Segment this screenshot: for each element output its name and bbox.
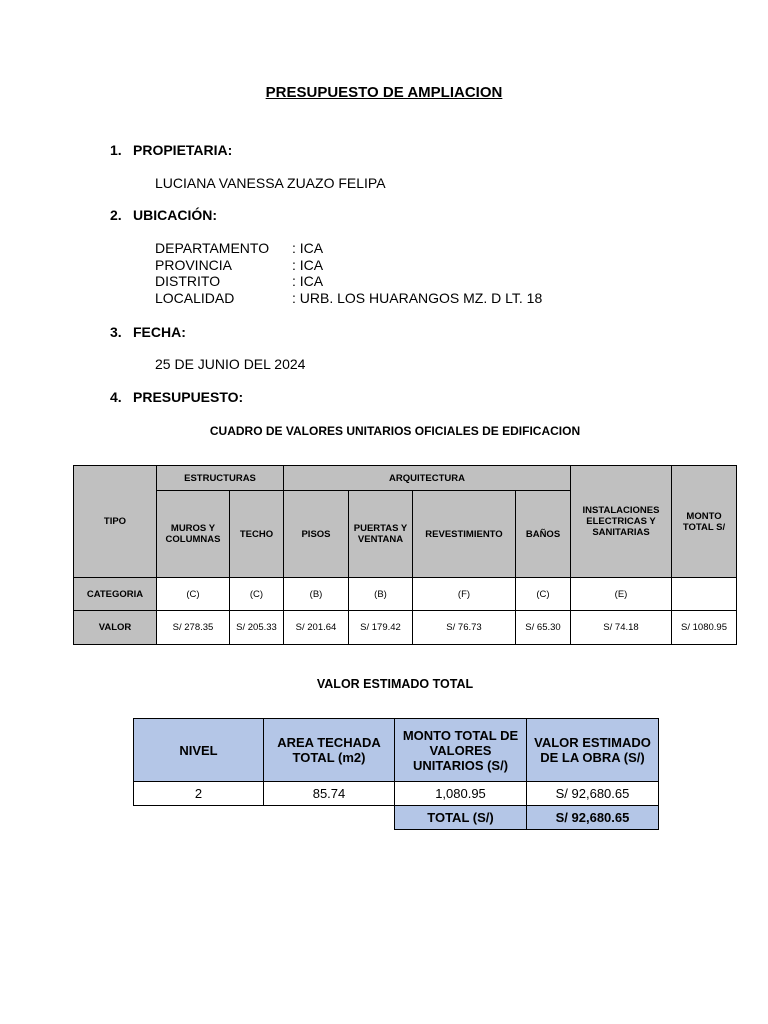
table-cell: S/ 65.30 xyxy=(516,611,571,645)
column-header: MUROS Y COLUMNAS xyxy=(157,491,230,578)
table-cell: S/ 1080.95 xyxy=(672,611,737,645)
estimate-caption: VALOR ESTIMADO TOTAL xyxy=(316,677,474,691)
column-header: NIVEL xyxy=(134,719,264,782)
column-header: VALOR ESTIMADO DE LA OBRA (S/) xyxy=(527,719,659,782)
section-label: PRESUPUESTO: xyxy=(133,389,244,405)
row-label: CATEGORIA xyxy=(74,578,157,611)
section-label: FECHA: xyxy=(133,324,186,340)
location-label: PROVINCIA xyxy=(155,257,233,273)
table-cell: S/ 205.33 xyxy=(230,611,284,645)
location-value: : ICA xyxy=(292,240,324,256)
table-row xyxy=(74,578,737,611)
table-cell: 85.74 xyxy=(264,782,395,806)
table-cell: 2 xyxy=(134,782,264,806)
location-value: : URB. LOS HUARANGOS MZ. D LT. 18 xyxy=(292,290,543,306)
total-value: S/ 92,680.65 xyxy=(527,806,659,830)
section-number: 4. xyxy=(110,389,122,405)
section-ubicacion-heading xyxy=(110,207,217,223)
table-cell: (C) xyxy=(516,578,571,611)
total-label: TOTAL (S/) xyxy=(395,806,527,830)
column-header: MONTO TOTAL S/ xyxy=(672,466,737,578)
unit-values-caption: CUADRO DE VALORES UNITARIOS OFICIALES DE EDIFICACION xyxy=(209,424,581,438)
arquitectura-header: ARQUITECTURA xyxy=(284,466,571,491)
total-row xyxy=(134,806,659,830)
empty-cell xyxy=(134,806,264,830)
table-cell: 1,080.95 xyxy=(395,782,527,806)
row-label: VALOR xyxy=(74,611,157,645)
location-row-localidad xyxy=(155,290,542,307)
column-header: PISOS xyxy=(284,491,349,578)
propietaria-name: LUCIANA VANESSA ZUAZO FELIPA xyxy=(155,175,386,191)
section-presupuesto-heading xyxy=(110,389,243,405)
section-number: 3. xyxy=(110,324,122,340)
table-cell: (B) xyxy=(284,578,349,611)
location-label: DISTRITO xyxy=(155,273,221,289)
table-cell: (B) xyxy=(349,578,413,611)
column-header: PUERTAS Y VENTANA xyxy=(349,491,413,578)
location-label: DEPARTAMENTO xyxy=(155,240,270,256)
section-number: 1. xyxy=(110,142,122,158)
estructuras-header: ESTRUCTURAS xyxy=(157,466,284,491)
column-header: BAÑOS xyxy=(516,491,571,578)
table-cell: S/ 179.42 xyxy=(349,611,413,645)
table-cell: S/ 92,680.65 xyxy=(527,782,659,806)
location-label: LOCALIDAD xyxy=(155,290,235,306)
section-label: UBICACIÓN: xyxy=(133,207,217,223)
table-cell xyxy=(672,578,737,611)
table-cell: (E) xyxy=(571,578,672,611)
empty-cell xyxy=(264,806,395,830)
table-row xyxy=(74,611,737,645)
estimate-table xyxy=(133,718,659,830)
location-row-departamento xyxy=(155,240,323,257)
table-cell: (C) xyxy=(230,578,284,611)
column-header: TECHO xyxy=(230,491,284,578)
section-number: 2. xyxy=(110,207,122,223)
table-cell: (F) xyxy=(413,578,516,611)
fecha-value: 25 DE JUNIO DEL 2024 xyxy=(155,356,306,372)
table-cell: S/ 76.73 xyxy=(413,611,516,645)
location-value: : ICA xyxy=(292,257,324,273)
section-label: PROPIETARIA: xyxy=(133,142,233,158)
column-header: AREA TECHADA TOTAL (m2) xyxy=(264,719,395,782)
table-row xyxy=(134,782,659,806)
tipo-header: TIPO xyxy=(74,466,157,578)
table-cell: S/ 278.35 xyxy=(157,611,230,645)
document-title: PRESUPUESTO DE AMPLIACION xyxy=(265,84,503,101)
section-propietaria-heading xyxy=(110,142,232,158)
column-header: MONTO TOTAL DE VALORES UNITARIOS (S/) xyxy=(395,719,527,782)
section-fecha-heading xyxy=(110,324,186,340)
table-cell: S/ 201.64 xyxy=(284,611,349,645)
location-row-provincia xyxy=(155,257,323,274)
table-cell: S/ 74.18 xyxy=(571,611,672,645)
location-value: : ICA xyxy=(292,273,324,289)
location-row-distrito xyxy=(155,273,323,290)
column-header: REVESTIMIENTO xyxy=(413,491,516,578)
column-header: INSTALACIONES ELECTRICAS Y SANITARIAS xyxy=(571,466,672,578)
unit-values-table xyxy=(73,465,737,645)
table-cell: (C) xyxy=(157,578,230,611)
